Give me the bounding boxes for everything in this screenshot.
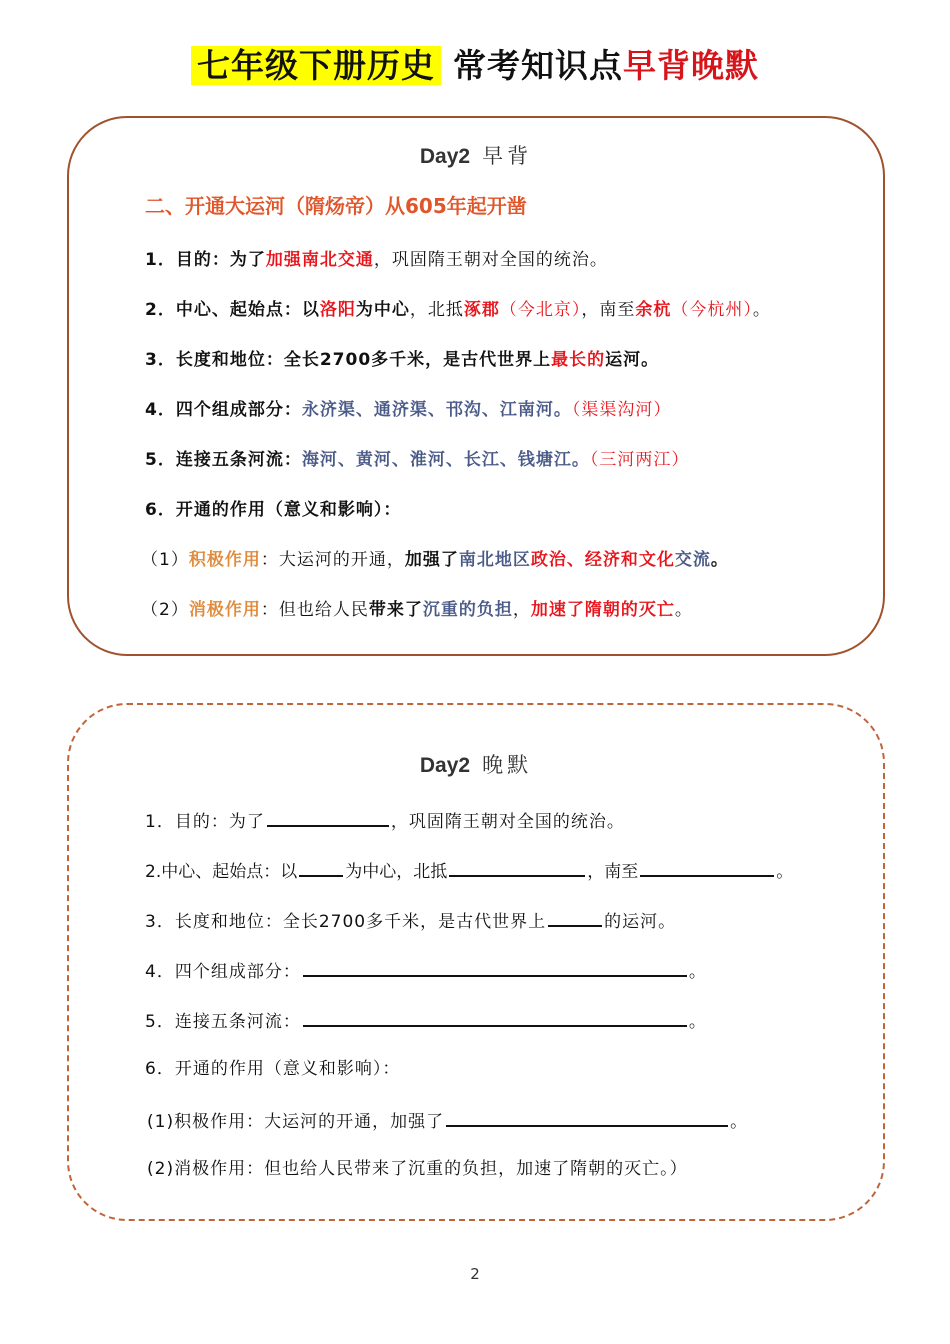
morning-line-2 xyxy=(145,298,771,322)
blank-rivers[interactable] xyxy=(303,1007,687,1027)
text: ：大运河的开通， xyxy=(260,550,405,570)
blank-south[interactable] xyxy=(640,857,774,877)
text: 海河、黄河、淮河、长江、钱塘江。 xyxy=(301,450,590,470)
evening-line-2 xyxy=(145,857,793,884)
section-title: 二、开通大运河（隋炀帝）从605年起开凿 xyxy=(145,194,527,218)
text: 带来了 xyxy=(368,600,423,620)
title-middle: 常考知识点 xyxy=(453,46,623,85)
text: 洛阳 xyxy=(319,300,356,320)
evening-day-label: Day2 xyxy=(419,754,471,777)
text: 加强南北交通 xyxy=(265,250,374,270)
text: 涿郡 xyxy=(463,300,500,320)
text: 6．开通的作用（意义和影响）： xyxy=(145,1059,401,1079)
text: （今杭州） xyxy=(671,300,753,320)
text: 为中心 xyxy=(355,300,410,320)
text: ， xyxy=(512,600,531,620)
evening-line-6 xyxy=(145,1057,400,1081)
text: 。 xyxy=(674,600,693,620)
evening-line-7 xyxy=(147,1107,748,1134)
blank-status[interactable] xyxy=(548,907,602,927)
text: 余杭 xyxy=(635,300,672,320)
text: 最长的 xyxy=(551,350,606,370)
title-red: 早背晚默 xyxy=(623,46,759,85)
text: ，南至 xyxy=(581,300,636,320)
evening-line-3 xyxy=(145,907,676,934)
text: （1） xyxy=(141,550,189,570)
text: （三河两江） xyxy=(589,450,690,470)
evening-day-word: 晚默 xyxy=(482,753,533,777)
text: 。 xyxy=(710,550,729,570)
text: 积极作用 xyxy=(188,550,261,570)
morning-recite-box xyxy=(67,116,885,656)
morning-line-3 xyxy=(145,348,659,372)
morning-line-1 xyxy=(145,248,608,272)
text: ：但也给人民 xyxy=(260,600,369,620)
evening-line-5 xyxy=(145,1007,707,1034)
text: 3．长度和地位：全长2700多千米，是古代世界上 xyxy=(145,912,547,932)
text: 。 xyxy=(776,862,794,882)
evening-line-8 xyxy=(147,1157,688,1181)
morning-line-5 xyxy=(145,448,689,472)
text: （渠渠沟河） xyxy=(571,400,672,420)
blank-north[interactable] xyxy=(449,857,585,877)
text: ，巩固隋王朝对全国的统治。 xyxy=(390,812,625,832)
blank-center[interactable] xyxy=(299,857,343,877)
text: 南北地区 xyxy=(458,550,531,570)
text: 3．长度和地位：全长2700多千米，是古代世界上 xyxy=(145,350,552,370)
morning-day-label: Day2 xyxy=(419,145,471,168)
page-title xyxy=(0,40,950,92)
text: ，北抵 xyxy=(409,300,464,320)
text: 5．连接五条河流： xyxy=(145,450,302,470)
evening-dictation-box xyxy=(67,703,885,1221)
text: 。 xyxy=(688,1012,707,1032)
text: (1)积极作用：大运河的开通，加强了 xyxy=(147,1112,445,1132)
text: 。 xyxy=(752,300,771,320)
text: 为中心，北抵 xyxy=(345,862,448,882)
text: (2)消极作用：但也给人民带来了沉重的负担，加速了隋朝的灭亡。） xyxy=(147,1159,688,1179)
morning-line-6 xyxy=(145,498,401,522)
text: 2.中心、起始点：以 xyxy=(145,862,298,882)
text: 加速了隋朝的灭亡 xyxy=(530,600,675,620)
evening-day-heading xyxy=(69,749,883,779)
page-number: 2 xyxy=(470,1265,480,1283)
blank-positive[interactable] xyxy=(446,1107,728,1127)
text: 永济渠、通济渠、邗沟、江南河。 xyxy=(301,400,572,420)
text: 的运河。 xyxy=(604,912,677,932)
text: ，巩固隋王朝对全国的统治。 xyxy=(373,250,608,270)
text: 1．目的：为了 xyxy=(145,250,266,270)
evening-line-1 xyxy=(145,807,625,834)
text: 4．四个组成部分： xyxy=(145,962,301,982)
text: 1．目的：为了 xyxy=(145,812,265,832)
morning-day-word: 早背 xyxy=(482,144,533,168)
text: 交流 xyxy=(674,550,711,570)
text: 。 xyxy=(730,1112,749,1132)
morning-day-heading xyxy=(69,140,883,170)
text: （2） xyxy=(141,600,189,620)
text: ，南至 xyxy=(587,862,639,882)
text: 加强了 xyxy=(404,550,459,570)
text: 政治、经济和文化 xyxy=(530,550,675,570)
text: 6．开通的作用（意义和影响）： xyxy=(145,500,402,520)
text: 运河。 xyxy=(605,350,660,370)
text: （今北京） xyxy=(499,300,582,320)
morning-line-4 xyxy=(145,398,671,422)
text: 。 xyxy=(688,962,707,982)
morning-line-7 xyxy=(141,548,729,572)
text: 4．四个组成部分： xyxy=(145,400,302,420)
title-highlight: 七年级下册历史 xyxy=(191,46,441,85)
text: 沉重的负担 xyxy=(422,600,513,620)
blank-purpose[interactable] xyxy=(267,807,389,827)
evening-line-4 xyxy=(145,957,707,984)
text: 2．中心、起始点：以 xyxy=(145,300,320,320)
morning-line-8 xyxy=(141,598,693,622)
text: 消极作用 xyxy=(188,600,261,620)
text: 5．连接五条河流： xyxy=(145,1012,301,1032)
blank-parts[interactable] xyxy=(303,957,687,977)
